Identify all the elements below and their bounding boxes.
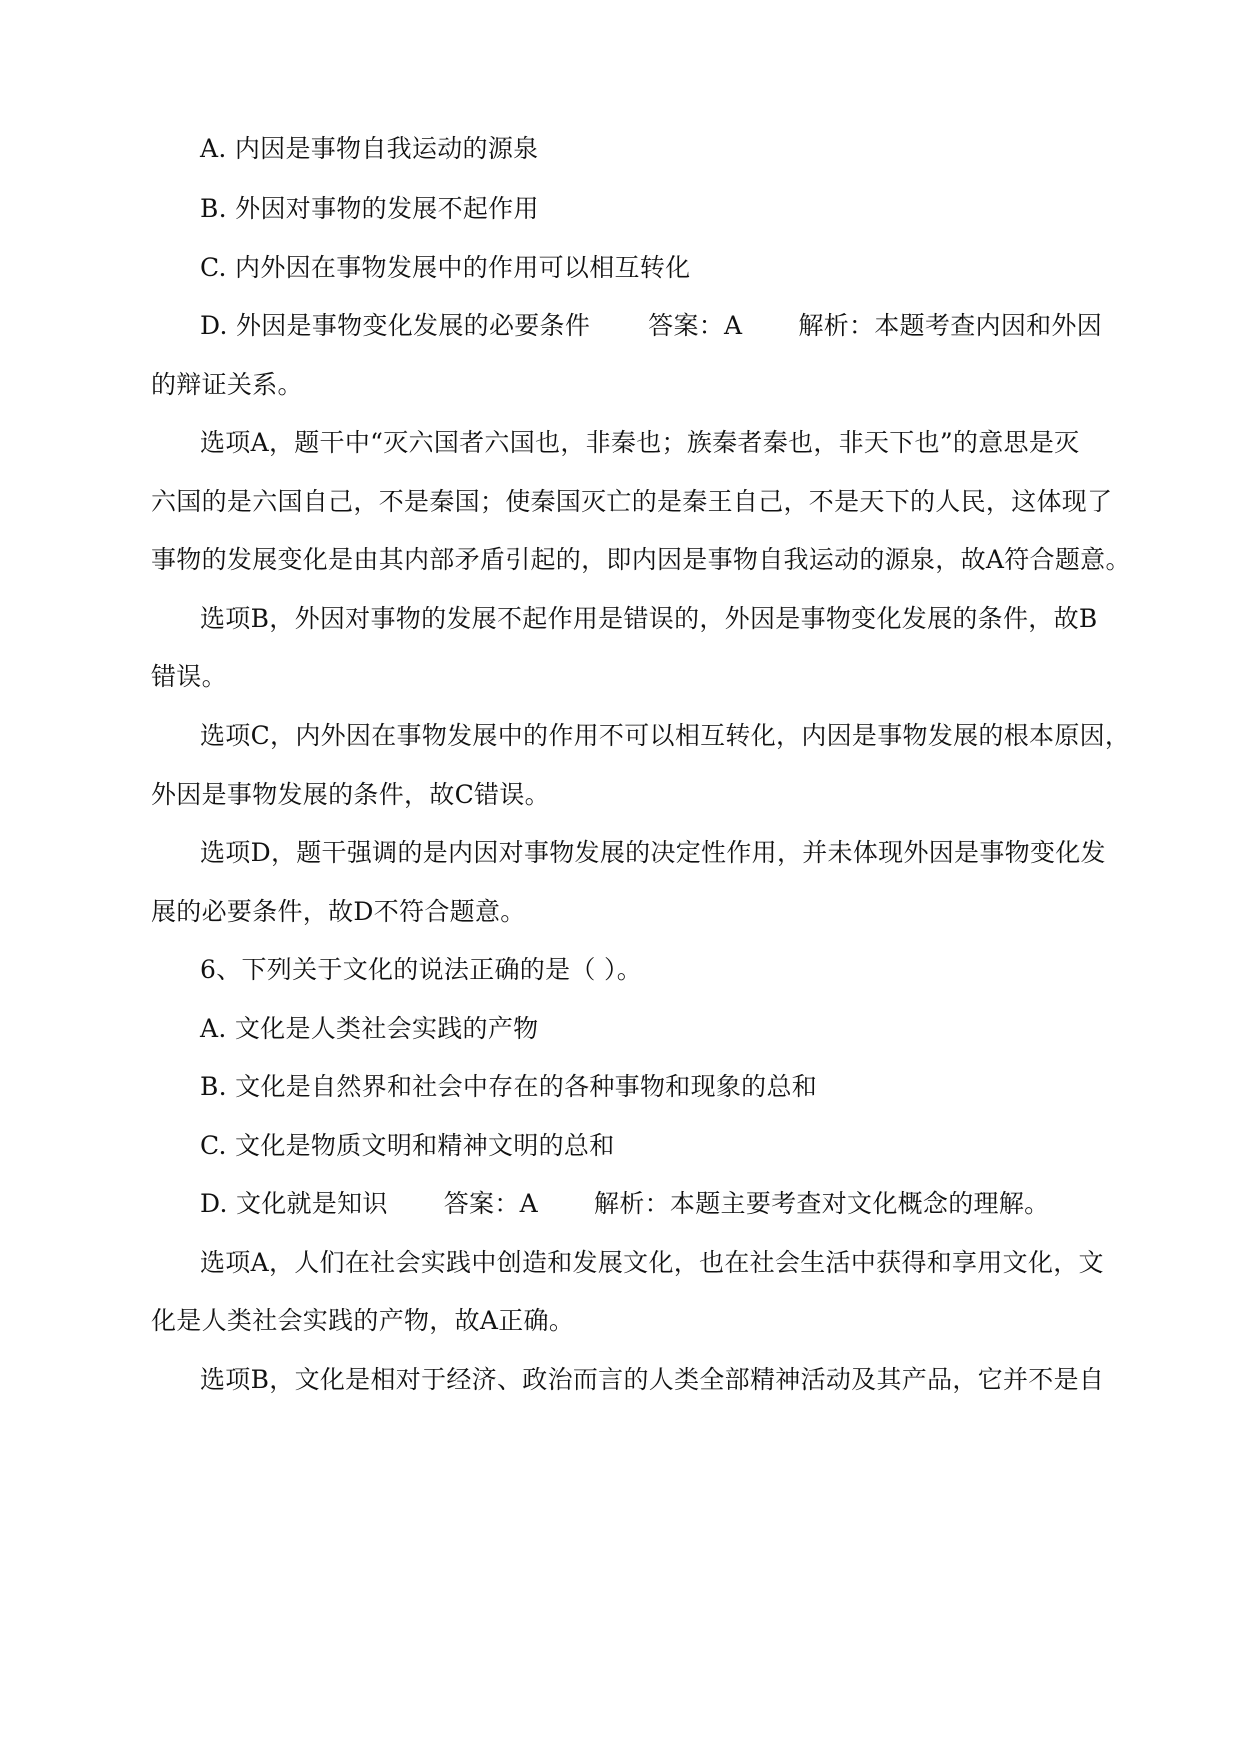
q5-c-explain-2: 外因是事物发展的条件，故C错误。: [151, 780, 550, 809]
q6-option-d: D. 文化就是知识: [200, 1189, 388, 1218]
q5-b-explain-1: 选项B，外因对事物的发展不起作用是错误的，外因是事物变化发展的条件，故B: [200, 604, 1098, 633]
q5-d-explain-1: 选项D，题干强调的是内因对事物发展的决定性作用，并未体现外因是事物变化发: [200, 838, 1106, 867]
q6-a-explain-2: 化是人类社会实践的产物，故A正确。: [151, 1306, 575, 1335]
q5-a-explain-1: 选项A，题干中“灭六国者六国也，非秦也；族秦者秦也，非天下也”的意思是灭: [200, 428, 1080, 457]
q5-analysis-cont: 的辩证关系。: [151, 370, 303, 399]
q6-analysis: 解析：本题主要考查对文化概念的理解。: [594, 1189, 1050, 1218]
q5-answer: 答案：A: [648, 311, 743, 340]
q5-option-d-line: [200, 309, 1102, 343]
q5-analysis: 解析：本题考查内因和外因: [798, 311, 1103, 340]
q6-question: 6、下列关于文化的说法正确的是（ ）。: [200, 955, 643, 984]
q6-option-c: C. 文化是物质文明和精神文明的总和: [200, 1131, 615, 1160]
q6-answer: 答案：A: [443, 1189, 539, 1218]
q5-option-a: A. 内因是事物自我运动的源泉: [200, 134, 539, 163]
q5-option-d: D. 外因是事物变化发展的必要条件: [200, 311, 591, 340]
q6-a-explain-1: 选项A，人们在社会实践中创造和发展文化，也在社会生活中获得和享用文化，文: [200, 1248, 1104, 1277]
q5-d-explain-2: 展的必要条件，故D不符合题意。: [151, 897, 526, 926]
q5-option-b: B. 外因对事物的发展不起作用: [200, 194, 539, 223]
q6-b-explain-1: 选项B，文化是相对于经济、政治而言的人类全部精神活动及其产品，它并不是自: [200, 1365, 1105, 1394]
q6-option-b: B. 文化是自然界和社会中存在的各种事物和现象的总和: [200, 1072, 818, 1101]
q5-b-explain-2: 错误。: [151, 662, 227, 691]
q6-option-d-line: [200, 1187, 1049, 1221]
q5-a-explain-2: 六国的是六国自己，不是秦国；使秦国灭亡的是秦王自己，不是天下的人民，这体现了: [151, 487, 1113, 516]
q5-a-explain-3: 事物的发展变化是由其内部矛盾引起的，即内因是事物自我运动的源泉，故A符合题意。: [151, 545, 1131, 574]
q6-option-a: A. 文化是人类社会实践的产物: [200, 1014, 539, 1043]
q5-c-explain-1: 选项C，内外因在事物发展中的作用不可以相互转化，内因是事物发展的根本原因，: [200, 721, 1131, 750]
q5-option-c: C. 内外因在事物发展中的作用可以相互转化: [200, 253, 691, 282]
